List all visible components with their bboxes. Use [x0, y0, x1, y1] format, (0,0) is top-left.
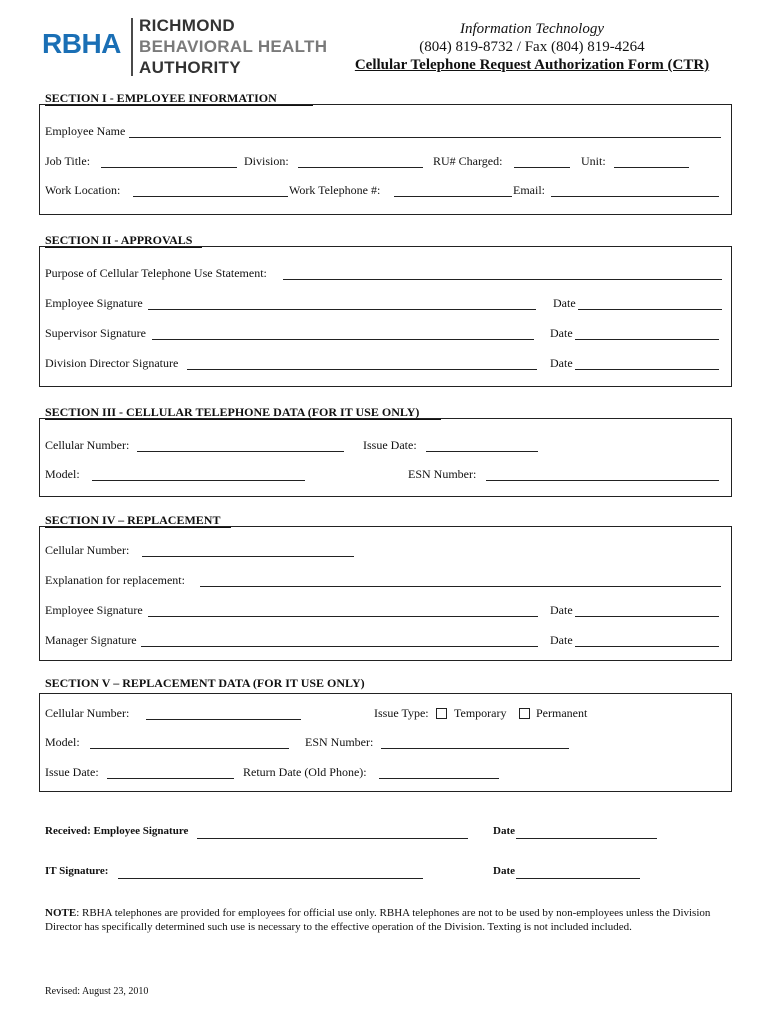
supervisor-signature-field[interactable] [152, 339, 534, 340]
logo-mark: RBHA [42, 28, 121, 59]
employee-signature-field[interactable] [148, 309, 536, 310]
s4-explanation-field[interactable] [200, 586, 721, 587]
s5-esn-number-label: ESN Number: [305, 735, 374, 749]
division-label: Division: [244, 154, 289, 168]
s5-model-label: Model: [45, 735, 80, 749]
section-2-title [45, 234, 192, 246]
phone-fax: (804) 819-8732 / Fax (804) 819-4264 [419, 39, 645, 55]
email-field[interactable] [551, 196, 719, 197]
section-5-title [45, 677, 365, 689]
s5-esn-number-field[interactable] [381, 748, 569, 749]
s4-manager-signature-field[interactable] [141, 646, 538, 647]
it-signature-label: IT Signature: [45, 865, 109, 877]
it-date-label: Date [493, 865, 515, 877]
director-signature-field[interactable] [187, 369, 537, 370]
section-1-title [45, 92, 277, 104]
employee-name-field[interactable] [129, 137, 721, 138]
section-2-title-text: SECTION II - APPROVALS [45, 233, 193, 247]
job-title-label: Job Title: [45, 154, 91, 168]
employee-name-label: Employee Name [45, 124, 126, 138]
s4-employee-signature-label: Employee Signature [45, 603, 143, 617]
employee-signature-label: Employee Signature [45, 296, 143, 310]
section-4-title-text: SECTION IV – REPLACEMENT [45, 513, 221, 527]
s5-issue-date-label: Issue Date: [45, 765, 99, 779]
permanent-label: Permanent [536, 706, 588, 720]
s5-cellular-number-field[interactable] [146, 719, 301, 720]
s4-cellular-row [40, 544, 731, 560]
s5-issue-date-row [40, 766, 731, 782]
s4-explanation-row [40, 574, 731, 590]
job-title-field[interactable] [101, 167, 237, 168]
work-location-row [40, 184, 731, 200]
it-date-field[interactable] [516, 878, 640, 879]
purpose-row [40, 267, 731, 283]
director-date-label: Date [550, 356, 573, 370]
s5-return-date-label: Return Date (Old Phone): [243, 765, 367, 779]
supervisor-date-field[interactable] [575, 339, 719, 340]
employee-date-field[interactable] [578, 309, 722, 310]
supervisor-signature-label: Supervisor Signature [45, 326, 146, 340]
work-telephone-label: Work Telephone #: [289, 183, 381, 197]
s3-issue-date-field[interactable] [426, 451, 538, 452]
purpose-field[interactable] [283, 279, 722, 280]
temporary-checkbox[interactable] [436, 708, 447, 719]
revised-date: Revised: August 23, 2010 [45, 986, 149, 997]
permanent-checkbox[interactable] [519, 708, 530, 719]
received-signature-field[interactable] [197, 838, 468, 839]
division-field[interactable] [298, 167, 423, 168]
section-4-title [45, 514, 220, 526]
section-1-box [39, 104, 732, 215]
section-3-title-text: SECTION III - CELLULAR TELEPHONE DATA (FOR IT USE ONLY) [45, 405, 420, 419]
s4-manager-date-label: Date [550, 633, 573, 647]
s3-issue-date-label: Issue Date: [363, 438, 417, 452]
section-2-box [39, 246, 732, 387]
s5-cellular-number-label: Cellular Number: [45, 706, 130, 720]
s3-cellular-number-field[interactable] [137, 451, 344, 452]
work-location-field[interactable] [133, 196, 288, 197]
s3-cellular-row [40, 439, 731, 455]
supervisor-date-label: Date [550, 326, 573, 340]
section-3-title [45, 406, 419, 418]
s3-esn-number-label: ESN Number: [408, 467, 477, 481]
email-label: Email: [513, 183, 545, 197]
s4-employee-date-label: Date [550, 603, 573, 617]
director-signature-label: Division Director Signature [45, 356, 179, 370]
s4-employee-signature-field[interactable] [148, 616, 538, 617]
received-date-field[interactable] [516, 838, 657, 839]
s4-employee-signature-row [40, 604, 731, 620]
employee-signature-row [40, 297, 731, 313]
received-row [0, 826, 770, 842]
supervisor-signature-row [40, 327, 731, 343]
logo-line-1: RICHMOND [139, 16, 235, 35]
ru-charged-label: RU# Charged: [433, 154, 503, 168]
director-date-field[interactable] [575, 369, 719, 370]
work-location-label: Work Location: [45, 183, 121, 197]
s5-cellular-row [40, 707, 731, 723]
note-text: : RBHA telephones are provided for employees for official use only. RBHA telephones are not to be used by non-employees unless the Division Director has specifically determined such use is necessary to the effective operation of the Division. Texting is not included included. [45, 907, 711, 933]
section-4-box [39, 526, 732, 661]
employee-name-row [40, 125, 731, 141]
ru-charged-field[interactable] [514, 167, 570, 168]
job-row [40, 155, 731, 171]
s4-manager-date-field[interactable] [575, 646, 719, 647]
it-signature-row [0, 866, 770, 882]
it-signature-field[interactable] [118, 878, 423, 879]
s4-manager-signature-row [40, 634, 731, 650]
s3-model-field[interactable] [92, 480, 305, 481]
s4-cellular-number-label: Cellular Number: [45, 543, 130, 557]
s5-model-row [40, 736, 731, 752]
s3-model-label: Model: [45, 467, 80, 481]
s4-cellular-number-field[interactable] [142, 556, 354, 557]
s5-model-field[interactable] [90, 748, 289, 749]
s3-model-row [40, 468, 731, 484]
received-date-label: Date [493, 825, 515, 837]
s5-issue-type-label: Issue Type: [374, 706, 429, 720]
form-title: Cellular Telephone Request Authorization Form (CTR) [354, 57, 710, 73]
s3-cellular-number-label: Cellular Number: [45, 438, 130, 452]
employee-date-label: Date [553, 296, 576, 310]
work-telephone-field[interactable] [394, 196, 512, 197]
logo-line-2: BEHAVIORAL HEALTH [139, 37, 328, 56]
s3-esn-number-field[interactable] [486, 480, 719, 481]
section-3-box [39, 418, 732, 497]
logo-line-3: AUTHORITY [139, 58, 241, 77]
director-signature-row [40, 357, 731, 373]
section-5-title-text: SECTION V – REPLACEMENT DATA (FOR IT USE ONLY) [45, 676, 365, 690]
s4-employee-date-field[interactable] [575, 616, 719, 617]
s4-manager-signature-label: Manager Signature [45, 633, 137, 647]
section-5-box [39, 693, 732, 792]
s4-explanation-label: Explanation for replacement: [45, 573, 185, 587]
s5-issue-date-field[interactable] [107, 778, 234, 779]
purpose-label: Purpose of Cellular Telephone Use Statement: [45, 266, 267, 280]
logo-divider [131, 18, 133, 76]
department-heading: Information Technology [459, 21, 605, 37]
received-signature-label: Received: Employee Signature [45, 825, 189, 837]
usage-note [45, 906, 735, 934]
note-prefix: NOTE [45, 907, 77, 919]
unit-field[interactable] [614, 167, 689, 168]
unit-label: Unit: [581, 154, 606, 168]
temporary-label: Temporary [454, 706, 507, 720]
section-1-title-text: SECTION I - EMPLOYEE INFORMATION [45, 91, 277, 105]
s5-return-date-field[interactable] [379, 778, 499, 779]
